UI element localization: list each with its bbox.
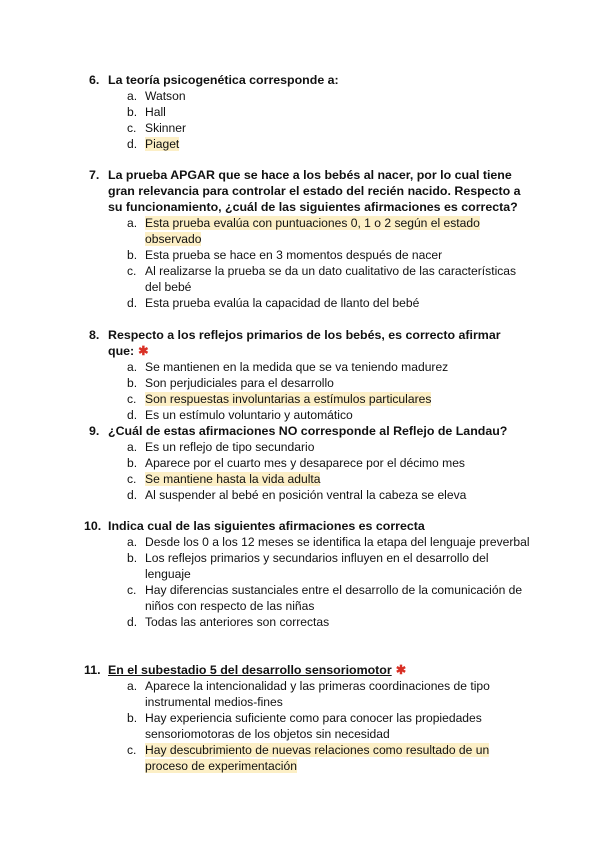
option-text: Piaget: [145, 137, 180, 151]
option-text: Watson: [145, 89, 186, 103]
option-a: [92, 439, 532, 455]
option-c: [92, 742, 532, 774]
option-text: Son respuestas involuntarias a estímulos particulares: [145, 392, 432, 406]
option-letter: b.: [127, 248, 138, 262]
option-d: [92, 136, 532, 152]
question-9: [89, 423, 532, 503]
option-letter: c.: [127, 583, 137, 597]
option-text: Skinner: [145, 121, 187, 135]
question-header: [84, 518, 532, 534]
option-text: Desde los 0 a los 12 meses se identifica la etapa del lenguaje preverbal: [145, 535, 530, 549]
question-number: 6.: [89, 73, 100, 87]
option-text: Los reflejos primarios y secundarios influyen en el desarrollo del lenguaje: [145, 551, 489, 581]
option-text: Esta prueba se hace en 3 momentos después de nacer: [145, 248, 443, 262]
option-letter: c.: [127, 264, 137, 278]
option-a: [92, 678, 532, 710]
option-d: [92, 487, 532, 503]
question-text: La teoría psicogenética corresponde a:: [108, 73, 339, 87]
option-letter: b.: [127, 551, 138, 565]
option-list: [92, 678, 532, 774]
option-letter: a.: [127, 679, 138, 693]
question-number: 10.: [84, 519, 102, 533]
option-list: [92, 88, 532, 152]
option-letter: b.: [127, 711, 138, 725]
option-letter: c.: [127, 392, 137, 406]
option-d: [92, 407, 532, 423]
option-text: Hay descubrimiento de nuevas relaciones como resultado de un proceso de experimentación: [145, 743, 490, 773]
option-text: Hall: [145, 105, 166, 119]
option-b: [92, 375, 532, 391]
option-list: [92, 439, 532, 503]
option-letter: b.: [127, 376, 138, 390]
question-header: [89, 423, 532, 439]
option-letter: b.: [127, 105, 138, 119]
asterisk-icon: ✱: [138, 344, 149, 358]
option-list: [92, 359, 532, 423]
option-text: Al suspender al bebé en posición ventral la cabeza se eleva: [145, 488, 467, 502]
option-text: Son perjudiciales para el desarrollo: [145, 376, 334, 390]
option-letter: c.: [127, 743, 137, 757]
question-number: 7.: [89, 168, 100, 182]
option-text: Se mantienen en la medida que se va teniendo madurez: [145, 360, 449, 374]
option-letter: d.: [127, 296, 138, 310]
option-letter: a.: [127, 535, 138, 549]
question-text: La prueba APGAR que se hace a los bebés al nacer, por lo cual tiene gran relevancia para controlar el estado del recién nacido. Respecto a su funcionamiento, ¿cuál de las siguientes afirmaciones es correcta?: [108, 168, 521, 214]
option-letter: b.: [127, 456, 138, 470]
option-text: Hay diferencias sustanciales entre el desarrollo de la comunicación de niños con respecto de las niñas: [145, 583, 523, 613]
question-number: 11.: [84, 663, 101, 677]
question-6: [89, 72, 532, 152]
option-text: Esta prueba evalúa con puntuaciones 0, 1 o 2 según el estado observado: [145, 216, 480, 246]
question-header: [84, 662, 532, 678]
question-text: En el subestadio 5 del desarrollo sensoriomotor: [108, 663, 392, 677]
option-c: [92, 471, 532, 487]
option-d: [92, 614, 532, 630]
question-11: [84, 662, 532, 774]
option-a: [92, 359, 532, 375]
option-list: [92, 215, 532, 311]
option-b: [92, 455, 532, 471]
option-c: [92, 582, 532, 614]
question-text: Indica cual de las siguientes afirmaciones es correcta: [108, 519, 425, 533]
question-8: [89, 327, 532, 423]
option-letter: c.: [127, 121, 137, 135]
question-text: Respecto a los reflejos primarios de los bebés, es correcto afirmar que:: [108, 328, 501, 358]
option-list: [92, 534, 532, 630]
option-c: [92, 263, 532, 295]
question-10: [84, 518, 532, 630]
question-header: [89, 72, 532, 88]
option-text: Aparece por el cuarto mes y desaparece por el décimo mes: [145, 456, 465, 470]
option-text: Todas las anteriores son correctas: [145, 615, 330, 629]
option-a: [92, 215, 532, 247]
option-text: Es un reflejo de tipo secundario: [145, 440, 315, 454]
question-number: 9.: [89, 424, 100, 438]
question-header: [89, 327, 532, 359]
option-letter: a.: [127, 360, 138, 374]
option-letter: d.: [127, 137, 138, 151]
option-text: Esta prueba evalúa la capacidad de llanto del bebé: [145, 296, 420, 310]
option-letter: a.: [127, 216, 138, 230]
option-b: [92, 550, 532, 582]
option-text: Hay experiencia suficiente como para conocer las propiedades sensoriomotoras de los objetos sin necesidad: [145, 711, 482, 741]
option-letter: a.: [127, 89, 138, 103]
option-letter: a.: [127, 440, 138, 454]
option-c: [92, 120, 532, 136]
option-letter: d.: [127, 615, 138, 629]
question-7: [89, 167, 532, 311]
option-c: [92, 391, 532, 407]
option-b: [92, 710, 532, 742]
question-text: ¿Cuál de estas afirmaciones NO corresponde al Reflejo de Landau?: [108, 424, 508, 438]
option-letter: c.: [127, 472, 137, 486]
asterisk-icon: ✱: [395, 663, 407, 677]
option-text: Al realizarse la prueba se da un dato cualitativo de las características del bebé: [145, 264, 517, 294]
option-b: [92, 104, 532, 120]
option-letter: d.: [127, 488, 138, 502]
option-text: Aparece la intencionalidad y las primeras coordinaciones de tipo instrumental medios-fines: [145, 679, 490, 709]
option-b: [92, 247, 532, 263]
option-a: [92, 88, 532, 104]
option-a: [92, 534, 532, 550]
option-d: [92, 295, 532, 311]
option-text: Es un estímulo voluntario y automático: [145, 408, 353, 422]
question-header: [89, 167, 532, 215]
option-text: Se mantiene hasta la vida adulta: [145, 472, 321, 486]
option-letter: d.: [127, 408, 138, 422]
question-number: 8.: [89, 328, 100, 342]
